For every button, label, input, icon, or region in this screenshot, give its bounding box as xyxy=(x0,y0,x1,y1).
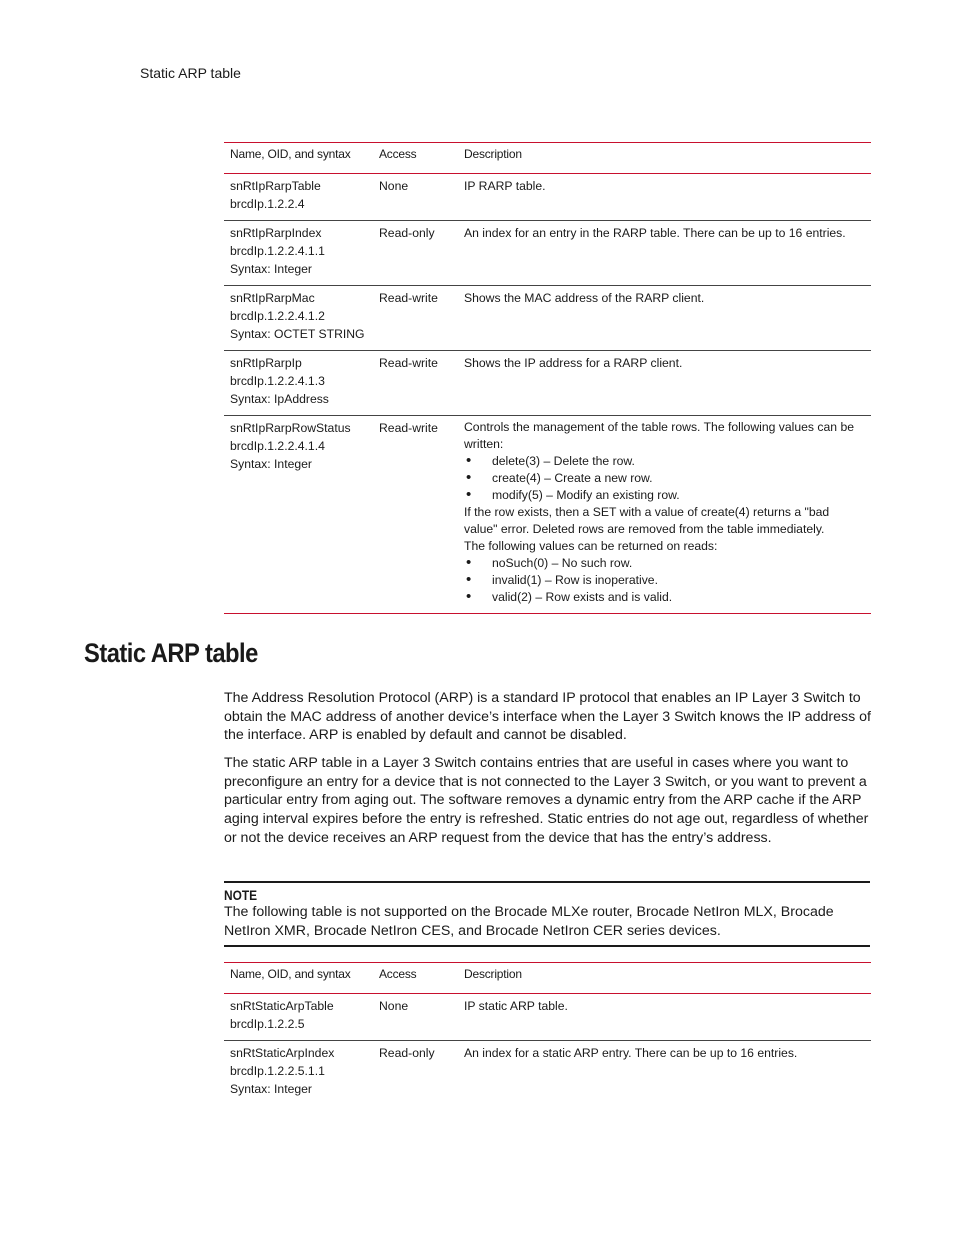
object-name: snRtIpRarpIndex xyxy=(230,226,322,240)
object-name: snRtIpRarpRowStatus xyxy=(230,421,351,435)
description-cell: An index for a static ARP entry. There can be up to 16 entries. xyxy=(464,1046,798,1060)
object-syntax: Syntax: Integer xyxy=(230,262,312,276)
object-name: snRtIpRarpMac xyxy=(230,291,315,305)
description-read-intro: The following values can be returned on reads: xyxy=(464,539,718,553)
column-header-description: Description xyxy=(464,967,522,981)
access-cell: Read-write xyxy=(379,356,438,370)
list-item: • delete(3) – Delete the row. xyxy=(464,453,865,470)
list-item: • valid(2) – Row exists and is valid. xyxy=(464,589,865,606)
object-name: snRtStaticArpIndex xyxy=(230,1046,335,1060)
list-item: • invalid(1) – Row is inoperative. xyxy=(464,572,865,589)
access-cell: None xyxy=(379,999,409,1013)
column-header-access: Access xyxy=(379,967,417,981)
body-paragraph: The static ARP table in a Layer 3 Switch contains entries that are useful in cases where you want to preconfigure an entry for a device that is not connected to the Layer 3 Switch, or you want to prevent a particular entry from aging out. The software removes a dynamic entry from the ARP cache if the ARP aging interval expires before the entry is refreshed. Static entries do not age out, regardless of whether or not the device receives an ARP request from the device that has the entry’s address. xyxy=(224,755,869,846)
name-cell xyxy=(224,994,373,1041)
description-cell: An index for an entry in the RARP table. There can be up to 16 entries. xyxy=(464,226,846,240)
access-cell: Read-write xyxy=(379,421,438,435)
object-syntax: Syntax: IpAddress xyxy=(230,392,329,406)
note-label: NOTE xyxy=(224,887,258,903)
note-text: The following table is not supported on the Brocade MLXe router, Brocade NetIron MLX, Brocade NetIron XMR, Brocade NetIron CES, and Brocade NetIron CER series devices. xyxy=(224,904,834,939)
body-paragraph: The Address Resolution Protocol (ARP) is a standard IP protocol that enables an IP Layer 3 Switch to obtain the MAC address of another device’s interface when the Layer 3 Switch knows the IP address of the interface. ARP is enabled by default and cannot be disabled. xyxy=(224,690,871,744)
object-syntax: Syntax: Integer xyxy=(230,1082,312,1096)
description-middle: If the row exists, then a SET with a value of create(4) returns a "bad value" error. Deleted rows are removed from the table immediately. xyxy=(464,505,830,536)
object-oid: brcdIp.1.2.2.4.1.1 xyxy=(230,244,325,258)
object-name: snRtIpRarpTable xyxy=(230,179,321,193)
access-cell: Read-only xyxy=(379,226,435,240)
name-cell xyxy=(224,221,373,286)
access-cell: Read-only xyxy=(379,1046,435,1060)
list-item: • modify(5) – Modify an existing row. xyxy=(464,487,865,504)
table-row xyxy=(224,286,871,351)
name-cell xyxy=(224,416,373,614)
object-oid: brcdIp.1.2.2.4.1.2 xyxy=(230,309,325,323)
column-header-access: Access xyxy=(379,147,417,161)
column-header-name: Name, OID, and syntax xyxy=(230,967,351,981)
object-syntax: Syntax: OCTET STRING xyxy=(230,327,365,341)
table-row xyxy=(224,994,871,1041)
read-values-list xyxy=(464,555,865,606)
access-cell: None xyxy=(379,179,409,193)
column-header-description: Description xyxy=(464,147,522,161)
name-cell xyxy=(224,286,373,351)
table-header-row xyxy=(224,963,871,994)
name-cell xyxy=(224,174,373,221)
description-cell: Shows the IP address for a RARP client. xyxy=(464,356,683,370)
list-item: • create(4) – Create a new row. xyxy=(464,470,865,487)
access-cell: Read-write xyxy=(379,291,438,305)
object-name: snRtIpRarpIp xyxy=(230,356,302,370)
object-oid: brcdIp.1.2.2.4.1.4 xyxy=(230,439,325,453)
write-values-list xyxy=(464,453,865,504)
table-row xyxy=(224,174,871,221)
name-cell xyxy=(224,351,373,416)
table-row xyxy=(224,351,871,416)
table-row xyxy=(224,1041,871,1106)
table-row xyxy=(224,221,871,286)
object-oid: brcdIp.1.2.2.4.1.3 xyxy=(230,374,325,388)
description-cell xyxy=(458,416,871,614)
object-oid: brcdIp.1.2.2.5.1.1 xyxy=(230,1064,325,1078)
section-title: Static ARP table xyxy=(84,638,258,668)
name-cell xyxy=(224,1041,373,1106)
running-header: Static ARP table xyxy=(140,65,241,81)
list-item: • noSuch(0) – No such row. xyxy=(464,555,865,572)
object-name: snRtStaticArpTable xyxy=(230,999,334,1013)
rarp-mib-table xyxy=(224,142,871,614)
description-cell: IP static ARP table. xyxy=(464,999,568,1013)
table-header-row xyxy=(224,143,871,174)
object-oid: brcdIp.1.2.2.5 xyxy=(230,1017,305,1031)
object-syntax: Syntax: Integer xyxy=(230,457,312,471)
table-row xyxy=(224,416,871,614)
note-box xyxy=(224,881,870,947)
description-intro: Controls the management of the table rows. The following values can be written: xyxy=(464,420,854,451)
static-arp-mib-table xyxy=(224,962,871,1105)
object-oid: brcdIp.1.2.2.4 xyxy=(230,197,305,211)
description-cell: IP RARP table. xyxy=(464,179,546,193)
column-header-name: Name, OID, and syntax xyxy=(230,147,351,161)
description-cell: Shows the MAC address of the RARP client. xyxy=(464,291,705,305)
